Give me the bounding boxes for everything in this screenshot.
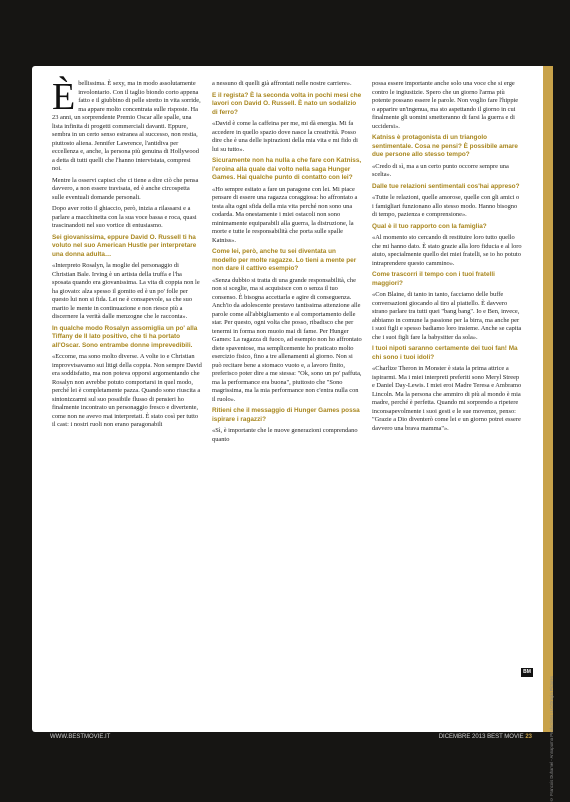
intro-paragraph (52, 76, 202, 174)
interview-question: In qualche modo Rosalyn assomiglia un po' alla Tiffany de Il lato positivo, che ti ha portato all'Oscar. Sono entrambe donne imprevedibili. (52, 324, 198, 349)
interview-question: Sicuramente non ha nulla a che fare con Katniss, l'eroina alla quale dai volto nella saga Hunger Games. Hai qualche punto di contatto con lei? (212, 157, 362, 181)
interview-question: I tuoi nipoti saranno certamente dei tuoi fan! Ma chi sono i tuoi idoli? (372, 345, 518, 361)
gold-side-bar (543, 66, 553, 732)
paragraph: Mentre la osservi capisci che ci tiene a dire ciò che pensa davvero, a non essere travisata, ed è anche circospetta sulle eventuali domande personali. (52, 176, 199, 201)
article-column-1 (52, 76, 202, 433)
footer-issue (439, 734, 532, 740)
page-number: 23 (525, 734, 532, 740)
interview-answer: «Con Blaine, di tanto in tanto, facciamo delle buffe conversazioni giocando al tiro al piattello. È davvero strano parlare tra tutti quei "bang bang". Io e Ben, invece, abbiamo in comune la passione per la birra, ma anche per i suoi figli e spesso badiamo loro insieme. Anche se capita che i suoi figli fare la babysitter da sola». (372, 291, 522, 341)
photo-credit: © Francois Duhamel - Annapurna Productions LLC/Dragia Pictures (549, 676, 554, 802)
interview-answer: «Charlize Theron in Monster è stata la prima attrice a ispirarmi. Ma i miei interpreti preferiti sono Meryl Streep e Daniel Day-Lewis. I miei eroi Madre Teresa e Ambramo Lincoln. Ma la persona che ammiro di più al mondo è mia madre, perché è perfetta. Quando mi sorprendo a ripetere inconsapevolmente i suoi gesti e le sue movenze, penso: "Grazie a Dio diventerò come lei e un giorno potrei essere davvero una brava mamma"». (372, 365, 522, 432)
interview-question: E il regista? È la seconda volta in pochi mesi che lavori con David O. Russell. È nato un sodalizio di ferro? (212, 91, 362, 116)
interview-question: Sei giovanissima, eppure David O. Russell ti ha voluto nel suo American Hustle per interpretare una donna adulta… (52, 233, 197, 258)
paragraph: Dopo aver rotto il ghiaccio, però, inizia a rilassarsi e a parlare a macchinetta con la sua voce bassa e roca, quasi trascinandoti nel suo vortice di entusiasmo. (52, 205, 197, 229)
interview-question: Dalle tue relazioni sentimentali cos'hai appreso? (372, 182, 520, 190)
interview-answer: «Interpreto Rosalyn, la moglie del personaggio di Christian Bale. Irving è un artista della truffa e l'ha sposata quando era giovanissima. La vita di coppia non le ha giovato: alza spesso il gomito ed è un po' folle per questo lui non si fida. Lei ne è consapevole, sa che suo marito le mente in continuazione e non riesce più a discernere la verità dalle menzogne che le racconta». (52, 262, 200, 320)
interview-answer: «Eccome, ma sono molto diverse. A volte io e Christian improvvisavamo sui litigi della coppia. Non sempre David era soddisfatto, ma non poteva opporsi argomentando che Rosalyn non avrebbe potuto comportarsi in quel modo, perché lei è completamente pazza. Quando sono riuscita a sintonizzarmi sul suo possibile flusso di pensieri ho finalmente incontrato un personaggio fresco e divertente, come non ne avevo mai interpretati. È stato così per tutto il cast: i nostri ruoli non erano paragonabili (52, 353, 202, 428)
footer-website: WWW.BESTMOVIE.IT (50, 734, 111, 740)
interview-answer: «Tutte le relazioni, quelle amorose, quelle con gli amici o i famigliari funzionano allo stesso modo. Hanno bisogno di tempo, pazienza e comprensione». (372, 194, 520, 218)
end-mark-badge: BM (521, 668, 533, 677)
interview-answer: «Ho sempre esitato a fare un paragone con lei. Mi piace pensare di essere una ragazza coraggiosa: ho affrontato a testa alta ogni sfida della mia vita perché non sono una codarda. Ma onestamente i miei ostacoli non sono minimamente equiparabili alla guerra, la distruzione, la morte e tutte le responsabilità che porta sulle spalle Katniss». (212, 185, 358, 244)
interview-answer: «Sì, è importante che le nuove generazioni comprendano quanto (212, 427, 358, 443)
interview-question: Qual è il tuo rapporto con la famiglia? (372, 222, 487, 230)
article-column-3 (372, 80, 522, 436)
interview-answer: «Al momento sto cercando di restituire loro tutto quello che mi hanno dato. È stato grazie alla loro fiducia e al loro aiuto, specialmente quello dei miei fratelli, se io ho potuto intraprendere questo cammino». (372, 234, 522, 267)
drop-cap: È (52, 76, 76, 118)
interview-question: Katniss è protagonista di un triangolo sentimentale. Cosa ne pensi? È possibile amare due persone allo stesso tempo? (372, 134, 518, 158)
interview-answer: «David è come la caffeina per me, mi dà energia. Mi fa accedere in quello spazio dove nasce la creatività. Posso dire che è una delle ispirazioni della mia vita e mi fido di lui su tutto». (212, 120, 358, 153)
paragraph: a nessuno di quelli già affrontati nelle nostre carriere». (212, 80, 352, 87)
interview-question: Ritieni che il messaggio di Hunger Games possa ispirare i ragazzi? (212, 407, 360, 423)
intro-text: bellissima. È sexy, ma in modo assolutamente involontario. Con il taglio biondo corto appena fatto e il giubbino di pelle stretto in vita sorride, ma appare molto concentrata sulle risposte. Ha 23 anni, un sorprendente Premio Oscar alle spalle, una lista infinita di progetti commerciali davanti. Eppure, sembra in un certo senso estranea al successo, non restia, piuttosto aliena. Jennifer Lawrence, l'antidiva per eccellenza e, anche, la persona più genuina di Hollywood a detta di tutti quelli che l'hanno intervistata, compresi noi. (52, 80, 201, 172)
paragraph: possa essere importante anche solo una voce che si erge contro le ingiustizie. Spero che un giorno l'arma più potente possano essere le parole. Non voglio fare l'hippie o apparire un'ingenua, ma sto aspettando il giorno in cui finalmente gli uomini smetteranno di farsi la guerra e di uccidersi». (372, 80, 519, 130)
article-column-2 (212, 80, 362, 447)
interview-answer: «Credo di sì, ma a un certo punto occorre sempre una scelta». (372, 162, 509, 178)
interview-answer: «Senza dubbio si tratta di una grande responsabilità, che non si sceglie, ma si acquisisce con o senza il tuo consenso. È bisogna accettarla e agire di conseguenza. Anch'io da adolescente prestavo tantissima attenzione alle parole come all'abbigliamento e al comportamento delle star. Per questo, ogni volta che posso, ribadisco che per tenermi in forma non muoio mai di fame. Per Hunger Games: La ragazza di fuoco, ad esempio non ho affrontato diete spaventose, ma semplicemente ho praticato molto esercizio fisico, fino a tre allenamenti al giorno. Non si può recitare bene a stomaco vuoto e, a lavoro finito, preferisco poter dire a me stessa: "Ok, sono un po' paffuta, ma la performance era buona", piuttosto che "Sono magrissima, ma la mia performance non c'entra nulla con il ruolo». (212, 276, 362, 403)
footer-issue-label: DICEMBRE 2013 BEST MOVIE (438, 734, 524, 740)
interview-question: Come lei, però, anche tu sei diventata un modello per molte ragazze. Lo tieni a mente per non dare il cattivo esempio? (212, 248, 357, 272)
interview-question: Come trascorri il tempo con i tuoi fratelli maggiori? (372, 271, 495, 287)
